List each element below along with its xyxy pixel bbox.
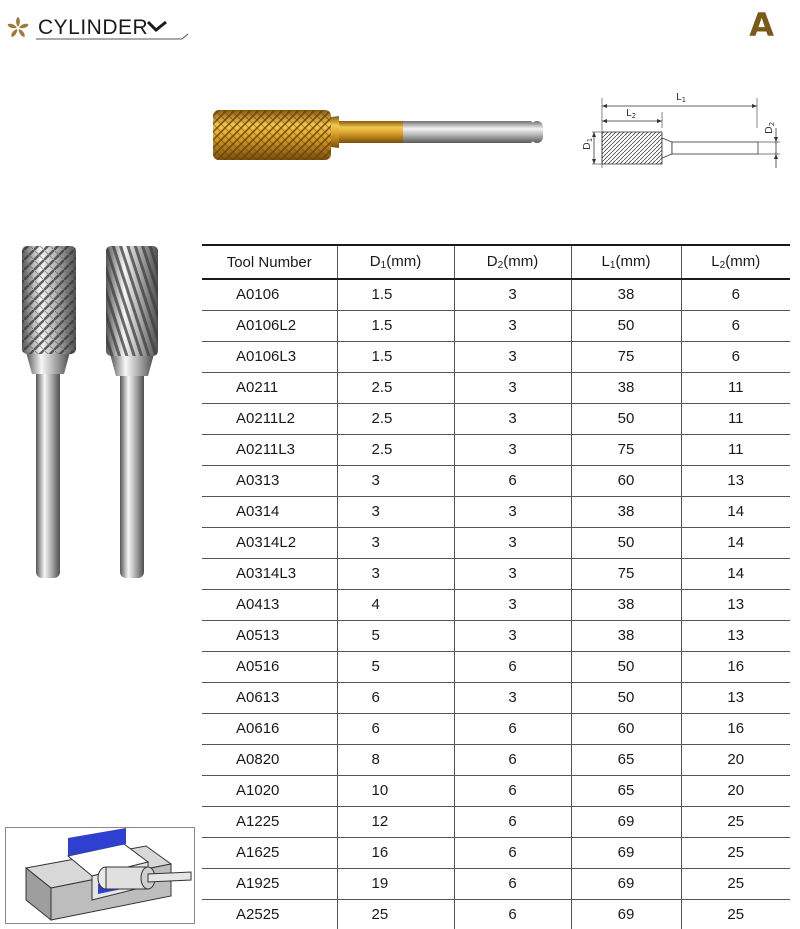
cell-l2: 14 (681, 496, 790, 527)
table-row (202, 899, 790, 929)
cell-tool-number: A0106L2 (202, 310, 337, 341)
cell-l2: 14 (681, 558, 790, 589)
table-row (202, 713, 790, 744)
cell-tool-number: A0211L2 (202, 403, 337, 434)
cell-tool-number: A1925 (202, 868, 337, 899)
cell-l2: 13 (681, 682, 790, 713)
cell-d2: 3 (454, 434, 571, 465)
cell-l2: 6 (681, 341, 790, 372)
cell-tool-number: A0106L3 (202, 341, 337, 372)
header-d1: $D_1(mm)$ (337, 245, 454, 279)
cell-d2: 6 (454, 713, 571, 744)
cell-l2: 13 (681, 620, 790, 651)
cell-l2: 16 (681, 713, 790, 744)
cell-d1: 5 (337, 620, 454, 651)
cell-d1: 6 (337, 713, 454, 744)
cell-d2: 6 (454, 837, 571, 868)
cell-tool-number: A0211L3 (202, 434, 337, 465)
table-row (202, 465, 790, 496)
cell-tool-number: A0513 (202, 620, 337, 651)
cell-d2: 6 (454, 806, 571, 837)
table-row (202, 744, 790, 775)
cell-d2: 6 (454, 775, 571, 806)
table-row (202, 620, 790, 651)
cell-d1: 2.5 (337, 434, 454, 465)
table-row (202, 310, 790, 341)
header-l1: $L_1(mm)$ (571, 245, 681, 279)
cell-l1: 60 (571, 713, 681, 744)
cell-l2: 13 (681, 589, 790, 620)
cell-l1: 69 (571, 837, 681, 868)
cell-d2: 3 (454, 310, 571, 341)
cell-d2: 3 (454, 279, 571, 310)
cell-l1: 50 (571, 527, 681, 558)
cell-tool-number: A0314L3 (202, 558, 337, 589)
table-row (202, 496, 790, 527)
cell-d1: 6 (337, 682, 454, 713)
table-row (202, 279, 790, 310)
table-row (202, 527, 790, 558)
cell-d1: 2.5 (337, 403, 454, 434)
cell-tool-number: A1225 (202, 806, 337, 837)
cell-l2: 13 (681, 465, 790, 496)
label-d2: $D_2$ (764, 121, 776, 134)
cell-d2: 3 (454, 496, 571, 527)
label-l2: $L_2$ (626, 108, 637, 120)
label-d1: $D_1$ (582, 137, 594, 150)
cell-d1: 25 (337, 899, 454, 929)
spec-table (202, 244, 790, 929)
cell-d1: 16 (337, 837, 454, 868)
cell-d2: 3 (454, 682, 571, 713)
cell-l1: 50 (571, 682, 681, 713)
table-body (202, 279, 790, 929)
cell-l1: 38 (571, 279, 681, 310)
table-row (202, 558, 790, 589)
label-l1: $L_1$ (676, 92, 687, 104)
cell-l1: 75 (571, 434, 681, 465)
cell-l1: 50 (571, 651, 681, 682)
cell-l1: 69 (571, 899, 681, 929)
header-l2: $L_2(mm)$ (681, 245, 790, 279)
cell-l2: 25 (681, 868, 790, 899)
cell-l2: 11 (681, 434, 790, 465)
cell-l1: 60 (571, 465, 681, 496)
table-row (202, 372, 790, 403)
cell-tool-number: A0106 (202, 279, 337, 310)
section-title-box (36, 12, 190, 42)
table-row (202, 589, 790, 620)
dimension-diagram (572, 88, 794, 180)
cell-d1: 12 (337, 806, 454, 837)
cell-d2: 3 (454, 558, 571, 589)
cell-d1: 19 (337, 868, 454, 899)
cell-l2: 25 (681, 806, 790, 837)
cell-l2: 20 (681, 775, 790, 806)
application-illustration (5, 827, 195, 924)
cell-tool-number: A0820 (202, 744, 337, 775)
table-row (202, 682, 790, 713)
table-row (202, 868, 790, 899)
cell-tool-number: A0516 (202, 651, 337, 682)
cell-l2: 6 (681, 310, 790, 341)
cell-l1: 50 (571, 403, 681, 434)
cell-tool-number: A0211 (202, 372, 337, 403)
cell-d2: 3 (454, 341, 571, 372)
cell-l1: 65 (571, 744, 681, 775)
flower-logo-icon (6, 16, 30, 40)
cell-tool-number: A0616 (202, 713, 337, 744)
cell-d1: 3 (337, 558, 454, 589)
page-header (0, 0, 800, 52)
cell-d2: 3 (454, 403, 571, 434)
table-row (202, 775, 790, 806)
cell-l2: 11 (681, 372, 790, 403)
cell-tool-number: A0413 (202, 589, 337, 620)
cell-l2: 25 (681, 837, 790, 868)
cell-tool-number: A0314L2 (202, 527, 337, 558)
cell-d1: 5 (337, 651, 454, 682)
cell-tool-number: A0313 (202, 465, 337, 496)
cell-l2: 25 (681, 899, 790, 929)
table-row (202, 806, 790, 837)
cell-d1: 1.5 (337, 279, 454, 310)
cell-l2: 20 (681, 744, 790, 775)
cell-tool-number: A1020 (202, 775, 337, 806)
cell-l1: 38 (571, 496, 681, 527)
cell-l1: 69 (571, 868, 681, 899)
cell-d1: 1.5 (337, 341, 454, 372)
cell-d1: 10 (337, 775, 454, 806)
cell-d2: 6 (454, 899, 571, 929)
cell-d1: 4 (337, 589, 454, 620)
cell-l1: 69 (571, 806, 681, 837)
table-row (202, 403, 790, 434)
cell-d1: 3 (337, 465, 454, 496)
header-tool-number: Tool Number (202, 245, 337, 279)
table-row (202, 341, 790, 372)
cell-d2: 3 (454, 620, 571, 651)
table-row (202, 651, 790, 682)
cell-d2: 3 (454, 589, 571, 620)
cell-tool-number: A0613 (202, 682, 337, 713)
cell-d2: 3 (454, 372, 571, 403)
cell-l2: 16 (681, 651, 790, 682)
header-d2: $D_2(mm)$ (454, 245, 571, 279)
cell-l1: 75 (571, 341, 681, 372)
cell-l2: 11 (681, 403, 790, 434)
cell-d2: 6 (454, 465, 571, 496)
table-row (202, 837, 790, 868)
table-header-row (202, 245, 790, 279)
cell-tool-number: A0314 (202, 496, 337, 527)
cell-d2: 6 (454, 868, 571, 899)
cell-l1: 38 (571, 589, 681, 620)
cell-l1: 38 (571, 620, 681, 651)
cell-d1: 1.5 (337, 310, 454, 341)
shape-letter-badge: A (749, 6, 774, 44)
cell-l2: 6 (681, 279, 790, 310)
table-row (202, 434, 790, 465)
cell-l2: 14 (681, 527, 790, 558)
cell-d2: 6 (454, 744, 571, 775)
cell-tool-number: A2525 (202, 899, 337, 929)
cell-d1: 3 (337, 527, 454, 558)
cell-l1: 75 (571, 558, 681, 589)
cell-tool-number: A1625 (202, 837, 337, 868)
gold-cylinder-burr-image (205, 100, 550, 170)
cell-d1: 2.5 (337, 372, 454, 403)
cell-d1: 3 (337, 496, 454, 527)
section-title: CYLINDER (38, 16, 149, 39)
silver-cylinder-burrs-image (14, 240, 164, 580)
cell-l1: 50 (571, 310, 681, 341)
cell-l1: 38 (571, 372, 681, 403)
cell-d1: 8 (337, 744, 454, 775)
cell-d2: 6 (454, 651, 571, 682)
cell-l1: 65 (571, 775, 681, 806)
cell-d2: 3 (454, 527, 571, 558)
